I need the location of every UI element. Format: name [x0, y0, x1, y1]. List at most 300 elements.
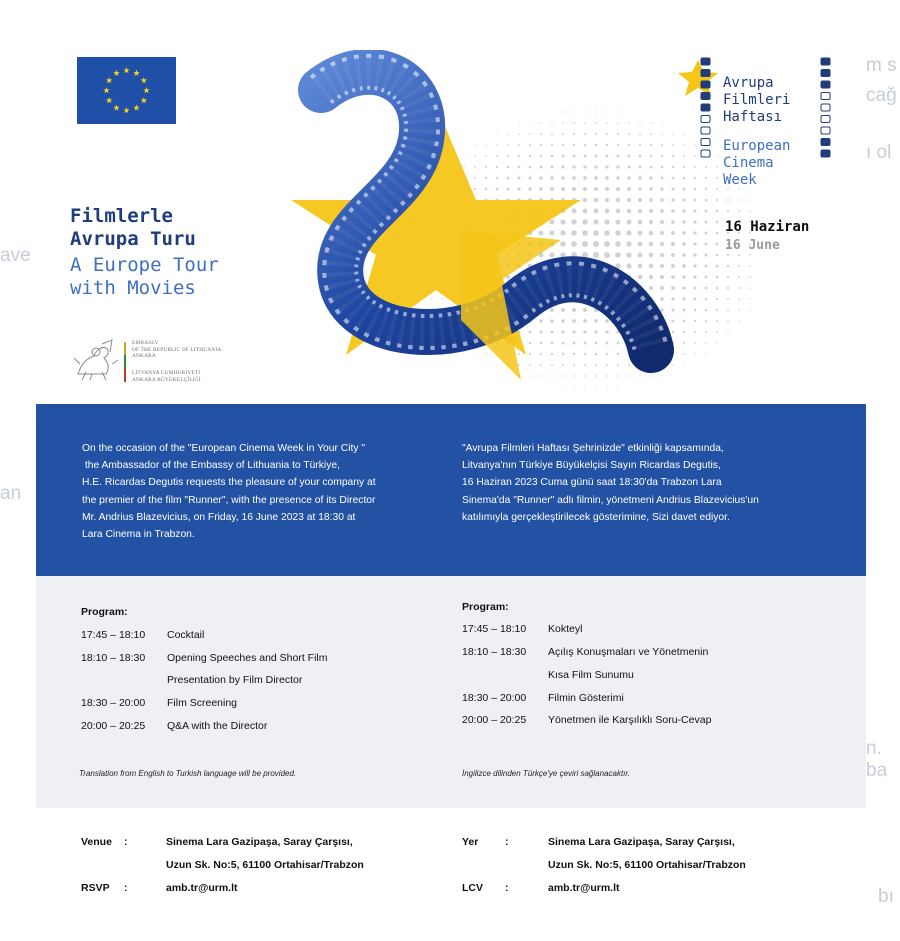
halftone-dot — [595, 386, 596, 387]
halftone-dot — [529, 375, 530, 376]
halftone-dot — [738, 265, 740, 267]
halftone-dot — [705, 342, 707, 344]
halftone-dot — [529, 364, 531, 366]
halftone-dot — [705, 320, 707, 322]
halftone-dot — [704, 253, 707, 256]
halftone-dot — [528, 187, 532, 191]
halftone-dot — [627, 198, 631, 202]
halftone-dot — [672, 331, 675, 334]
halftone-dot — [562, 144, 564, 146]
halftone-dot — [638, 176, 641, 179]
halftone-dot — [551, 122, 553, 124]
halftone-dot — [507, 144, 509, 146]
halftone-dot — [485, 166, 487, 168]
halftone-dot — [583, 165, 586, 168]
halftone-dot — [716, 210, 718, 212]
halftone-dot — [551, 342, 554, 345]
halftone-dot — [716, 298, 718, 300]
halftone-dot — [474, 155, 476, 157]
film-perforation-icon — [701, 150, 710, 157]
halftone-dot — [583, 308, 587, 312]
halftone-dot — [638, 264, 643, 269]
halftone-dot — [561, 165, 564, 168]
halftone-dot — [660, 242, 664, 246]
halftone-dot — [572, 187, 576, 191]
halftone-dot — [683, 353, 685, 355]
halftone-dot — [593, 219, 598, 224]
halftone-dot — [660, 176, 663, 179]
title-turkish: Filmlerle Avrupa Turu — [70, 205, 196, 250]
halftone-dot — [616, 176, 620, 180]
halftone-dot — [727, 265, 729, 267]
halftone-dot — [727, 254, 729, 256]
translation-note-tr: İngilizce dilinden Türkçe'ye çeviri sağlanacaktır. — [462, 769, 630, 778]
halftone-dot — [584, 364, 586, 366]
halftone-dot — [682, 242, 686, 246]
halftone-dot — [660, 209, 664, 213]
halftone-dot — [594, 330, 597, 333]
halftone-dot — [529, 331, 532, 334]
halftone-dot — [560, 230, 565, 235]
program-row — [462, 692, 624, 704]
halftone-dot — [550, 187, 554, 191]
halftone-dot — [671, 308, 674, 311]
halftone-dot — [518, 155, 520, 157]
halftone-dot — [716, 309, 718, 311]
halftone-dot — [584, 375, 586, 377]
halftone-dot — [671, 187, 674, 190]
halftone-dot — [705, 276, 708, 279]
halftone-dot — [595, 364, 597, 366]
eu-star-icon — [123, 107, 129, 113]
halftone-dot — [496, 166, 498, 168]
halftone-dot — [529, 353, 531, 355]
halftone-dot — [550, 330, 553, 333]
halftone-dot — [583, 187, 587, 191]
halftone-dot — [694, 353, 696, 355]
halftone-dot — [529, 144, 531, 146]
halftone-dot — [550, 220, 555, 225]
halftone-dot — [694, 320, 696, 322]
halftone-dot — [551, 353, 553, 355]
eu-star-icon — [123, 67, 129, 73]
halftone-dot — [638, 220, 643, 225]
venue-address-line2-en: Uzun Sk. No:5, 61100 Ortahisar/Trabzon — [166, 859, 364, 871]
halftone-dot — [639, 122, 640, 123]
halftone-dot — [704, 231, 707, 234]
halftone-dot — [660, 286, 664, 290]
halftone-dot — [560, 219, 565, 224]
halftone-dot — [540, 353, 542, 355]
bg-fragment: n. ba — [866, 738, 888, 781]
embassy-logo — [72, 338, 292, 388]
halftone-dot — [571, 230, 577, 236]
date-english: 16 June — [725, 238, 780, 253]
halftone-dot — [550, 319, 554, 323]
halftone-dot — [606, 111, 607, 112]
halftone-dot — [683, 320, 686, 323]
bg-fragment: ave — [0, 245, 31, 266]
halftone-dot — [727, 210, 729, 212]
program-row — [81, 652, 328, 664]
halftone-dot — [639, 155, 642, 158]
halftone-dot — [573, 386, 574, 387]
halftone-dot — [716, 287, 719, 290]
film-perforation-icon — [701, 139, 710, 146]
halftone-dot — [727, 276, 729, 278]
halftone-dot — [540, 122, 541, 123]
halftone-dot — [749, 309, 750, 310]
halftone-dot — [727, 199, 729, 201]
halftone-dot — [573, 364, 575, 366]
program-band — [36, 576, 866, 808]
embassy-name-en: EMBASSY OF THE REPUBLIC OF LITHUANIA ANKARA — [132, 340, 222, 359]
halftone-dot — [584, 386, 585, 387]
halftone-dot — [496, 144, 498, 146]
halftone-dot — [583, 319, 587, 323]
eu-star-icon — [141, 97, 148, 103]
halftone-dot — [650, 122, 651, 123]
program-event: Film Screening — [167, 697, 238, 709]
eu-star-icon — [133, 70, 139, 76]
halftone-dot — [628, 144, 630, 146]
halftone-dot — [595, 155, 598, 158]
halftone-dot — [650, 155, 653, 158]
halftone-dot — [605, 209, 610, 214]
halftone-dot — [561, 319, 565, 323]
halftone-dot — [496, 155, 498, 157]
halftone-dot — [682, 275, 686, 279]
halftone-dot — [649, 176, 652, 179]
halftone-dot — [650, 375, 651, 376]
halftone-dot — [649, 198, 653, 202]
halftone-dot — [661, 144, 663, 146]
halftone-dot — [551, 133, 553, 135]
halftone-dot — [749, 265, 751, 267]
program-event: Opening Speeches and Short Film — [167, 652, 328, 664]
halftone-dot — [529, 155, 531, 157]
halftone-dot — [727, 320, 729, 322]
halftone-dot — [671, 286, 675, 290]
halftone-dot — [716, 243, 719, 246]
halftone-dot — [649, 253, 654, 258]
halftone-dot — [626, 263, 631, 268]
knight-emblem-icon — [72, 338, 120, 382]
halftone-dot — [474, 144, 475, 145]
halftone-dot — [649, 187, 653, 191]
halftone-dot — [474, 177, 476, 179]
halftone-dot — [594, 176, 598, 180]
halftone-dot — [518, 122, 519, 123]
halftone-dot — [671, 198, 674, 201]
halftone-dot — [738, 298, 740, 300]
halftone-dot — [595, 122, 597, 124]
halftone-dot — [693, 275, 696, 278]
halftone-dot — [716, 265, 719, 268]
halftone-dot — [705, 210, 708, 213]
halftone-dot — [604, 252, 610, 258]
halftone-dot — [496, 364, 497, 365]
halftone-dot — [705, 309, 707, 311]
rsvp-label-tr: LCV — [462, 882, 483, 894]
halftone-dot — [649, 275, 653, 279]
halftone-dot — [627, 176, 631, 180]
eu-star-icon — [133, 104, 139, 110]
halftone-dot — [606, 353, 609, 356]
halftone-dot — [485, 144, 486, 145]
halftone-dot — [463, 166, 465, 168]
halftone-dot — [572, 330, 575, 333]
halftone-dot — [682, 198, 685, 201]
halftone-dot — [749, 287, 751, 289]
halftone-dot — [474, 166, 476, 168]
program-row — [462, 714, 711, 726]
halftone-dot — [682, 220, 686, 224]
halftone-dot — [738, 199, 740, 201]
halftone-dot — [671, 253, 675, 257]
halftone-dot — [716, 320, 718, 322]
halftone-dot — [749, 254, 751, 256]
halftone-dot — [584, 122, 586, 124]
halftone-dot — [627, 165, 630, 168]
halftone-dot — [572, 319, 576, 323]
halftone-dot — [694, 331, 696, 333]
film-perforation-icon — [821, 139, 830, 146]
halftone-dot — [617, 111, 618, 112]
venue-colon: : — [505, 836, 509, 848]
halftone-dot — [584, 111, 585, 112]
halftone-dot — [605, 330, 608, 333]
halftone-dot — [660, 264, 664, 268]
halftone-dot — [562, 375, 564, 377]
halftone-dot — [671, 297, 674, 300]
program-time: 17:45 – 18:10 — [81, 629, 146, 641]
halftone-dot — [617, 386, 618, 387]
halftone-dot — [716, 221, 719, 224]
halftone-dot — [573, 353, 576, 356]
invitation-text-tr: "Avrupa Filmleri Haftası Şehrinizde" etkinliği kapsamında, Litvanya'nın Türkiye Büyükelçisi Sayın Ricardas Degutis, 16 Haziran 2023 Cuma günü saat 18:30'da Trabzon Lara Sinema'da "Runner" adlı filmin, yönetmeni Andrius Blazevicius'un katılımıyla gerçekleştirilecek gösterimine, Sizi davet ediyor. — [462, 443, 759, 523]
program-row — [81, 629, 204, 641]
film-perforation-icon — [821, 81, 830, 88]
halftone-dot — [573, 342, 576, 345]
halftone-dot — [693, 209, 696, 212]
halftone-dot — [705, 298, 708, 301]
halftone-dot — [660, 253, 664, 257]
rsvp-email-tr[interactable]: amb.tr@urm.lt — [548, 882, 620, 894]
halftone-dot — [593, 230, 599, 236]
halftone-dot — [550, 165, 553, 168]
halftone-dot — [561, 187, 565, 191]
halftone-dot — [595, 375, 597, 377]
film-perforation-icon — [821, 150, 830, 157]
halftone-dot — [496, 177, 499, 180]
halftone-dot — [595, 353, 598, 356]
halftone-dot — [529, 342, 532, 345]
halftone-dot — [485, 353, 486, 354]
film-perforation-icon — [821, 70, 830, 77]
halftone-dot — [682, 253, 686, 257]
venue-address-line1-en: Sinema Lara Gazipaşa, Saray Çarşısı, — [166, 836, 353, 848]
film-perforation-icon — [701, 70, 710, 77]
halftone-dot — [638, 253, 643, 258]
halftone-dot — [540, 144, 542, 146]
halftone-dot — [584, 133, 586, 135]
halftone-dot — [561, 308, 565, 312]
halftone-dot — [693, 242, 696, 245]
program-event: Q&A with the Director — [167, 720, 268, 732]
halftone-dot — [626, 252, 631, 257]
film-perforation-icon — [821, 93, 830, 100]
halftone-dot — [628, 155, 631, 158]
halftone-dot — [551, 375, 553, 377]
halftone-dot — [738, 309, 740, 311]
film-perforation-icon — [821, 58, 830, 65]
halftone-dot — [507, 133, 508, 134]
halftone-dot — [606, 364, 608, 366]
halftone-dot — [628, 364, 630, 366]
halftone-dot — [549, 252, 554, 257]
halftone-dot — [672, 320, 675, 323]
halftone-dot — [694, 298, 697, 301]
halftone-dot — [628, 122, 630, 124]
eu-star-icon — [103, 87, 109, 93]
program-time: 18:30 – 20:00 — [81, 697, 146, 709]
halftone-dot — [606, 386, 607, 387]
halftone-dot — [463, 155, 464, 156]
halftone-dot — [562, 111, 563, 112]
halftone-dot — [615, 230, 620, 235]
halftone-dot — [704, 264, 707, 267]
halftone-dot — [661, 155, 663, 157]
film-perforation-icon — [821, 104, 830, 111]
film-perforation-icon — [821, 116, 830, 123]
eu-star-icon — [106, 77, 113, 83]
program-row — [462, 623, 582, 635]
program-time: 18:30 – 20:00 — [462, 692, 527, 704]
program-row — [81, 720, 267, 732]
halftone-dot — [617, 364, 619, 366]
halftone-dot — [485, 155, 487, 157]
halftone-dot — [649, 231, 654, 236]
halftone-dot — [639, 375, 641, 377]
halftone-dot — [506, 187, 509, 190]
halftone-dot — [583, 176, 587, 180]
halftone-dot — [738, 276, 740, 278]
halftone-dot — [727, 309, 729, 311]
halftone-dot — [705, 353, 706, 354]
halftone-dot — [671, 231, 675, 235]
halftone-dot — [551, 155, 554, 158]
halftone-dot — [529, 133, 531, 135]
halftone-dot — [583, 209, 588, 214]
halftone-dot — [540, 133, 542, 135]
eu-star-icon — [113, 104, 119, 110]
halftone-dot — [749, 199, 750, 200]
halftone-dot — [616, 209, 621, 214]
halftone-dot — [595, 144, 598, 147]
rsvp-email-en[interactable]: amb.tr@urm.lt — [166, 882, 238, 894]
translation-note-en: Translation from English to Turkish language will be provided. — [79, 769, 297, 778]
eu-star-icon — [141, 77, 148, 83]
halftone-dot — [638, 209, 642, 213]
halftone-dot — [639, 144, 641, 146]
halftone-dot — [694, 309, 697, 312]
halftone-dot — [606, 342, 609, 345]
program-event: Cocktail — [167, 629, 205, 641]
halftone-dot — [562, 353, 564, 355]
film-perforation-icon — [701, 116, 710, 123]
halftone-dot — [671, 264, 675, 268]
halftone-dot — [518, 364, 520, 366]
halftone-dot — [518, 166, 521, 169]
halftone-dot — [562, 133, 564, 135]
halftone-dot — [617, 133, 619, 135]
eu-star-icon — [143, 87, 149, 93]
halftone-dot — [604, 241, 610, 247]
halftone-dot — [615, 252, 621, 258]
halftone-dot — [517, 176, 520, 179]
halftone-dot — [671, 209, 675, 213]
halftone-dot — [638, 187, 642, 191]
halftone-dot — [573, 155, 576, 158]
halftone-dot — [583, 330, 586, 333]
halftone-dot — [693, 264, 696, 267]
halftone-dot — [573, 144, 575, 146]
halftone-dot — [562, 364, 564, 366]
halftone-dot — [550, 308, 554, 312]
halftone-dot — [660, 187, 663, 190]
halftone-dot — [727, 298, 729, 300]
halftone-dot — [518, 133, 520, 135]
halftone-dot — [573, 133, 575, 135]
halftone-dot — [617, 155, 620, 158]
halftone-dot — [582, 230, 588, 236]
halftone-dot — [604, 230, 610, 236]
halftone-dot — [639, 133, 641, 135]
halftone-dot — [716, 276, 719, 279]
halftone-dot — [572, 165, 575, 168]
halftone-dot — [749, 210, 751, 212]
program-time: 18:10 – 18:30 — [81, 652, 146, 664]
halftone-dot — [518, 353, 520, 355]
halftone-dot — [583, 198, 588, 203]
bg-fragment: cağ — [866, 85, 897, 106]
halftone-dot — [584, 155, 587, 158]
halftone-dot — [649, 264, 654, 269]
european-cinema-week-logo — [676, 56, 836, 196]
halftone-dot — [604, 219, 609, 224]
program-event: Kısa Film Sunumu — [548, 669, 634, 681]
halftone-dot — [650, 166, 653, 169]
halftone-dot — [573, 111, 574, 112]
halftone-dot — [528, 176, 531, 179]
halftone-dot — [716, 342, 717, 343]
halftone-dot — [582, 219, 587, 224]
halftone-dot — [638, 275, 643, 280]
halftone-dot — [595, 342, 598, 345]
halftone-dot — [649, 242, 654, 247]
halftone-dot — [705, 287, 708, 290]
halftone-dot — [616, 187, 620, 191]
halftone-dot — [660, 275, 664, 279]
halftone-dot — [683, 364, 684, 365]
halftone-dot — [617, 375, 619, 377]
halftone-dot — [606, 155, 609, 158]
halftone-dot — [474, 353, 475, 354]
halftone-dot — [705, 199, 708, 202]
halftone-dot — [485, 177, 487, 179]
program-row — [81, 674, 302, 686]
